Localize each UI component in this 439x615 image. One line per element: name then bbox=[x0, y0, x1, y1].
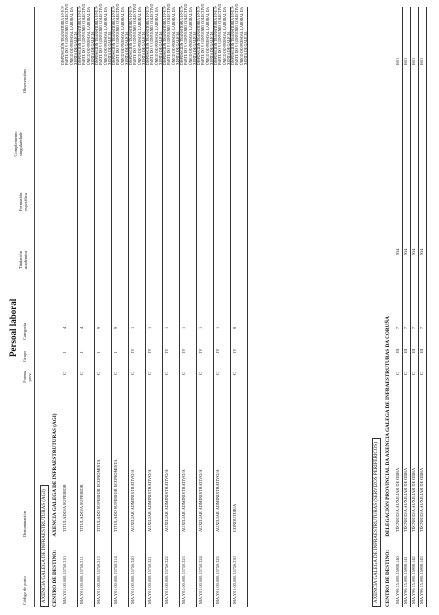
cell-code: MA.Y01.00.000.15750.323 bbox=[181, 556, 186, 604]
cell-observacions: DISPOSICIÓN TRANSITORIA 10ª E 5ª PARTE DO V CONVENIO COLECTIVO ÚNICO DO PERSOAL LABORAL DA XUNTA DE GALICIA bbox=[129, 3, 146, 65]
cell-denomination: AUXILIAR ADMINISTRATIVO/A bbox=[164, 469, 169, 532]
header-denomination: Denominación bbox=[22, 511, 27, 537]
centre-name: AXENCIA GALEGA DE INFRAESTRUTURAS (AGI) bbox=[52, 413, 58, 537]
cell-observacions: DISPOSICIÓN TRANSITORIA 10ª E 5ª PARTE DO V CONVENIO COLECTIVO ÚNICO DO PERSOAL LABORAL DA XUNTA DE GALICIA bbox=[180, 3, 197, 65]
cell-code: MA.Y01.00.000.15750.314 bbox=[113, 556, 118, 604]
cell-code: MA.Y01.00.000.15750.322 bbox=[164, 556, 169, 604]
cell-titulacion: 954 bbox=[395, 248, 400, 255]
cell-grupo: IV bbox=[181, 348, 186, 353]
cell-categoria: 7 bbox=[403, 326, 408, 329]
cell-code: MA.Y01.00.000.15750.330 bbox=[232, 556, 237, 604]
cell-denomination: CONDUTOR/A bbox=[232, 503, 237, 532]
header-formacion: Formación específica bbox=[18, 192, 28, 212]
cell-categoria: 1 bbox=[130, 326, 135, 329]
cell-forma: C bbox=[419, 372, 424, 375]
header-categoria: Categoría bbox=[22, 322, 27, 340]
cell-code: MA.Y01.00.000.15750.311 bbox=[79, 556, 84, 604]
cell-grupo: I bbox=[62, 351, 67, 353]
cell-denomination: TITULADO/A SUPERIOR bbox=[79, 484, 84, 532]
cell-denomination: TÉCNICO/A AUXILIAR DE OBRA bbox=[411, 467, 416, 532]
cell-categoria: 1 bbox=[198, 326, 203, 329]
cell-denomination: AUXILIAR ADMINISTRATIVO/A bbox=[215, 469, 220, 532]
cell-observacions: DISPOSICIÓN TRANSITORIA 10ª E 5ª PARTE DO V CONVENIO COLECTIVO ÚNICO DO PERSOAL LABORAL DA XUNTA DE GALICIA bbox=[78, 3, 95, 65]
table-row bbox=[94, 3, 112, 607]
cell-categoria: 1 bbox=[215, 326, 220, 329]
cell-code: MA.Y01.00.000.15750.321 bbox=[147, 556, 152, 604]
header-divider bbox=[34, 7, 35, 607]
cell-grupo: III bbox=[395, 348, 400, 353]
cell-observacions: DISPOSICIÓN TRANSITORIA 10ª E 5ª PARTE DO V CONVENIO COLECTIVO ÚNICO DO PERSOAL LABORAL DA XUNTA DE GALICIA bbox=[61, 3, 78, 65]
cell-forma: C bbox=[181, 372, 186, 375]
cell-code: MA.Y01.00.000.15750.310 bbox=[62, 556, 67, 604]
cell-forma: C bbox=[198, 372, 203, 375]
cell-denomination: TITULADO SUPERIOR ECONOMISTA bbox=[96, 459, 101, 532]
cell-forma: C bbox=[79, 372, 84, 375]
table-row bbox=[111, 3, 129, 607]
cell-observacions: B01 bbox=[411, 57, 416, 65]
cell-code: MA.Y99.15.000.15808.141 bbox=[403, 556, 408, 604]
cell-grupo: IV bbox=[215, 348, 220, 353]
cell-categoria: 8 bbox=[232, 326, 237, 329]
cell-categoria: 7 bbox=[395, 326, 400, 329]
cell-grupo: IV bbox=[198, 348, 203, 353]
centre-label: CENTRO DE DESTINO: bbox=[385, 549, 391, 607]
cell-code: MA.Y01.00.000.15750.325 bbox=[215, 556, 220, 604]
cell-grupo: III bbox=[411, 348, 416, 353]
cell-titulacion: 954 bbox=[419, 248, 424, 255]
cell-denomination: AUXILIAR ADMINISTRATIVO/A bbox=[147, 469, 152, 532]
cell-forma: C bbox=[411, 372, 416, 375]
section-box-perifericos: AXENCIA GALEGA DE INFRAESTRUTURAS (SERVIZOS PERIFÉRICOS) bbox=[372, 438, 381, 607]
header-code: Código de posto bbox=[22, 576, 27, 605]
cell-observacions: B01 bbox=[395, 57, 400, 65]
table-row bbox=[128, 3, 146, 607]
cell-denomination: TÉCNICO/A AUXILIAR DE OBRA bbox=[395, 467, 400, 532]
cell-categoria: 1 bbox=[164, 326, 169, 329]
cell-code: MA.Y01.00.000.15750.320 bbox=[130, 556, 135, 604]
centre-destino-agi bbox=[52, 414, 58, 607]
cell-observacions: DISPOSICIÓN TRANSITORIA 10ª E 5ª PARTE DO V CONVENIO COLECTIVO ÚNICO DO PERSOAL LABORAL DA XUNTA DE GALICIA bbox=[146, 3, 163, 65]
cell-categoria: 4 bbox=[62, 326, 67, 329]
cell-grupo: IV bbox=[164, 348, 169, 353]
cell-observacions: DISPOSICIÓN TRANSITORIA 10ª E 5ª PARTE DO V CONVENIO COLECTIVO ÚNICO DO PERSOAL LABORAL DA XUNTA DE GALICIA bbox=[197, 3, 214, 65]
cell-denomination: AUXILIAR ADMINISTRATIVO/A bbox=[181, 469, 186, 532]
cell-denomination: AUXILIAR ADMINISTRATIVO/A bbox=[198, 469, 203, 532]
cell-code: MA.Y99.15.000.15808.140 bbox=[395, 556, 400, 604]
table-row bbox=[179, 3, 197, 607]
cell-forma: C bbox=[395, 372, 400, 375]
cell-observacions: DISPOSICIÓN TRANSITORIA 10ª E 5ª PARTE DO V CONVENIO COLECTIVO ÚNICO DO PERSOAL LABORAL DA XUNTA DE GALICIA bbox=[214, 3, 231, 65]
cell-categoria: 4 bbox=[79, 326, 84, 329]
cell-categoria: 1 bbox=[147, 326, 152, 329]
cell-code: MA.Y01.00.000.15750.313 bbox=[96, 556, 101, 604]
header-observacions: Observacións bbox=[22, 69, 27, 93]
table-row bbox=[418, 7, 427, 607]
cell-forma: C bbox=[403, 372, 408, 375]
cell-code: MA.Y99.15.000.15808.143 bbox=[419, 556, 424, 604]
cell-forma: C bbox=[113, 372, 118, 375]
cell-forma: C bbox=[130, 372, 135, 375]
table-row bbox=[213, 3, 231, 607]
cell-denomination: TÉCNICO/A AUXILIAR DE OBRA bbox=[403, 467, 408, 532]
cell-categoria: 9 bbox=[113, 326, 118, 329]
cell-grupo: IV bbox=[147, 348, 152, 353]
centre-destino-coruna bbox=[385, 316, 391, 607]
cell-forma: C bbox=[215, 372, 220, 375]
table-row bbox=[196, 3, 214, 607]
cell-categoria: 7 bbox=[419, 326, 424, 329]
table-row bbox=[60, 3, 78, 607]
cell-grupo: III bbox=[403, 348, 408, 353]
cell-grupo: I bbox=[113, 351, 118, 353]
table-row bbox=[162, 3, 180, 607]
table-row bbox=[77, 3, 95, 607]
header-forma: Forma prov. bbox=[22, 371, 32, 383]
cell-grupo: I bbox=[79, 351, 84, 353]
cell-titulacion: 954 bbox=[403, 248, 408, 255]
table-row bbox=[145, 3, 163, 607]
page-title: Persoal laboral bbox=[8, 298, 18, 357]
cell-grupo: I bbox=[96, 351, 101, 353]
header-titulacion: Titulación académica bbox=[18, 250, 28, 270]
cell-observacions: B01 bbox=[419, 57, 424, 65]
cell-denomination: AUXILIAR ADMINISTRATIVO/A bbox=[130, 469, 135, 532]
section-box-agi: AXENCIA GALEGA DE INFRAESTRUTURAS (AGI) bbox=[40, 485, 49, 607]
cell-grupo: IV bbox=[232, 348, 237, 353]
cell-denomination: TITULADO SUPERIOR ECONOMISTA bbox=[113, 459, 118, 532]
cell-categoria: 9 bbox=[96, 326, 101, 329]
cell-titulacion: 954 bbox=[411, 248, 416, 255]
cell-forma: C bbox=[147, 372, 152, 375]
cell-forma: C bbox=[164, 372, 169, 375]
cell-observacions: DISPOSICIÓN TRANSITORIA 10ª E 5ª PARTE DO V CONVENIO COLECTIVO ÚNICO DO PERSOAL LABORAL DA XUNTA DE GALICIA bbox=[95, 3, 112, 65]
centre-name: DELEGACIÓN PROVINCIAL DA AXENCIA GALEGA DE INFRAESTRUTURAS DA CORUÑA bbox=[385, 316, 391, 537]
cell-code: MA.Y01.00.000.15750.324 bbox=[198, 556, 203, 604]
cell-denomination: TITULADO/A SUPERIOR bbox=[62, 484, 67, 532]
cell-forma: C bbox=[232, 372, 237, 375]
header-grupo: Grupo bbox=[22, 350, 27, 362]
cell-categoria: 1 bbox=[181, 326, 186, 329]
cell-observacions: DISPOSICIÓN TRANSITORIA 10ª E 5ª PARTE DO V CONVENIO COLECTIVO ÚNICO DO PERSOAL LABORAL DA XUNTA DE GALICIA bbox=[163, 3, 180, 65]
header-complemento: Complemento singularidade bbox=[13, 131, 23, 157]
cell-categoria: 7 bbox=[411, 326, 416, 329]
cell-observacions: DISPOSICIÓN TRANSITORIA 10ª E 5ª PARTE DO V CONVENIO COLECTIVO ÚNICO DO PERSOAL LABORAL DA XUNTA DE GALICIA bbox=[231, 3, 248, 65]
cell-grupo: III bbox=[419, 348, 424, 353]
cell-observacions: DISPOSICIÓN TRANSITORIA 10ª E 5ª PARTE DO V CONVENIO COLECTIVO ÚNICO DO PERSOAL LABORAL DA XUNTA DE GALICIA bbox=[112, 3, 129, 65]
cell-code: MA.Y99.15.000.15808.142 bbox=[411, 556, 416, 604]
cell-grupo: IV bbox=[130, 348, 135, 353]
cell-observacions: B01 bbox=[403, 57, 408, 65]
cell-forma: C bbox=[62, 372, 67, 375]
table-row bbox=[230, 3, 248, 607]
cell-forma: C bbox=[96, 372, 101, 375]
cell-denomination: TÉCNICO/A AUXILIAR DE OBRA bbox=[419, 467, 424, 532]
centre-label: CENTRO DE DESTINO: bbox=[52, 549, 58, 607]
